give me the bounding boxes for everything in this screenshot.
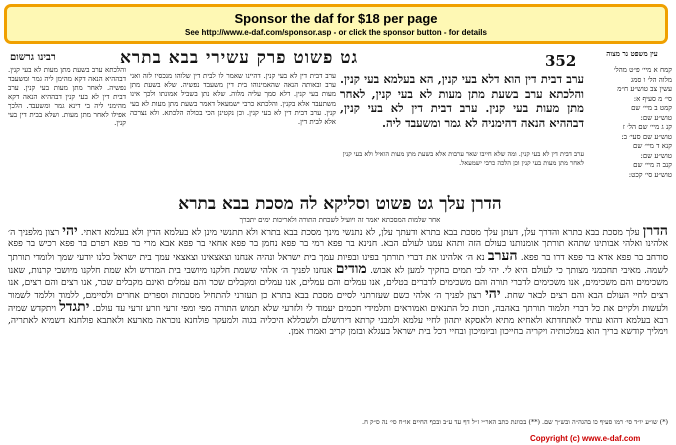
page-title: גט פשוט פרק עשירי בבא בתרא [120,48,359,68]
glosses-text: ערב דבית דין לא בעי קנין. ומה שלא חייבו שאר ערבות אלא בשעת מתן מעות הואיל ולא בעי קנין לאחר מתן מעות בעי קנין וכן הלכה כרבי ישמעאל. [342,150,584,167]
paragraph: רצון לפניך ה׳ אלהי כשם שעזרתני לסיים מסכת בבא בתרא כן תעזרני להתחיל מסכתות וספרים אחרים ולסיימם, ללמוד וללמד לשמור ולעשות ולקיים את כל דברי תלמוד תורתך באהבה, וזכות כל התנאים ואמוראים ותלמידי חכמים יעמוד לי ולזרעי שלא תמוש התורה מפי ומפי זרעי וזרע זרעי עד עולם. [8,291,668,315]
rabbeinu-gershom-commentary: והלכתא ערב בשעת מתן מעות לא בעי קנין. דבההיא הנאה דקא מהימן ליה גמר ומשעבד נפשיה. לאחר מתן מעות בעי קנין. ערב דבית דין לא בעי קנין דבההיא הנאה דקא מהימני ליה בי דינא גמר ומשעבד. הלכך אפילו לאחר מתן מעות. ושלא בבית דין בעי קנין. [8,66,126,128]
ein-line: טוש״ע סי׳ קכט: [628,170,672,179]
ein-line: עשין צב טוש״ע ח״מ [617,85,672,93]
opening-word: יתגדל [59,299,90,316]
ein-mishpat-title: עין משפט נר מצוה [606,49,658,58]
ein-line: קנ ג מיי׳ שם הל׳ ז [622,123,672,131]
paragraph: ויתקדש שמיה רבא בעלמא דהוא עתיד לאתחדתא ולאחיא מתיא ולאסקא יתהון לחיי עלמא ולמבני קרתא דירושלם ולשכללא היכליה בגוה ולמעקר פולחנא נוכראה מארעא ולאתבא פולחנא דשמיא לאתריה, וימליך קודשא בריך הוא במלכותיה ויקריה בחייכון וביומיכון ובחיי דכל בית ישראל בעגלא ובזמן קריב ואמרו אמן. [8,304,668,338]
ein-line: קמט ב מיי׳ שם [631,104,672,112]
ein-line: מלוה הל׳ ו סמג [630,75,672,84]
paragraph: נא ה׳ אלהינו את דברי תורתך בפינו ובפיות עמך בית ישראל ונהיה אנחנו וצאצאינו וצאצאי עמך בית ישראל כלנו יודעי שמך ולומדי תורתך לשמה. מאיבי תחכמני מצותך כי לעולם היא לי. יהי לבי תמים בחקיך למען לא אבוש. [8,252,668,277]
ein-mishpat-column [590,66,672,184]
opening-word: יהי [485,286,501,303]
opening-word: הדרן [642,226,668,239]
sponsor-subtitle[interactable]: See http://www.e-daf.com/sponsor.asp - or click the sponsor button - for details [185,28,487,37]
ein-line: סי׳ מ סעיף א: [633,94,672,103]
ein-line: קנב ה מיי׳ שם [633,161,672,169]
footnote: (*) שו״ע יו״ד סי׳ רמו סעיף כו בהגה״ה ובש״ך שם. (**) בכוונת כתב האר״י ז״ל דף עד ע״ב ובכף החיים או״ח סי׳ נה ס״ק ח. [362,418,668,426]
hadran-heading: הדרן עלך גט פשוט וסליקא לה מסכת בבא בתרא [178,194,502,214]
rashi-commentary: ערב דבית דין לא בעי קנין. דהיינו שאמר לו לבית דין שלוהו מנכסיו לזה ואני ערב ובאותה הנאה שהאמינוהו בית דין משעבד נפשיה. שלא בשעת מתן מעות בעי קנין. דלא סמך עליה מלוה. שלא נתן בשביל אמונתו ולכך אינו משתעבד אלא בקנין. והלכתא כרבי ישמעאל דאמר בשעת מתן מעות לא בעי קנין. ערב דבית דין לא בעי קנין. וכן נקטינן הכי בכולה הלכתא. ולא נצרכה אלא לבית דין. [130,72,336,127]
opening-word: יהי [62,226,78,239]
ein-line: טוש״ע שם סעי׳ ב: [621,132,672,141]
hadran-subtitle: אחר שלמות המסכתא יאמר זה ויועיל לשכחת התורה ולאריכות ימים יתברך [239,216,441,224]
ein-line: טוש״ע שם: [640,113,672,122]
siyum-text [8,226,668,428]
ein-line: טוש״ע שם: [640,151,672,160]
copyright-notice: Copyright (c) www.e-daf.com [530,434,641,443]
paragraph: רצון מלפניך ה׳ אלהינו ואלהי אבותינו שתהא תורתך אומנותנו בעולם הזה ותהא עמנו לעולם הבא. חנינא בר פפא רמי בר פפא נחמן בר פפא אחאי בר פפא אבא מרי בר פפא רפרם בר פפא רכיש בר פפא סורחב בר פפא אדא בר פפא דרו בר פפא. [8,228,668,263]
rabbeinu-gershom-title: רבינו גרשום [10,52,56,63]
opening-word: הערב [487,247,518,264]
gemara-text: ערב דבית דין הוא דלא בעי קנין, הא בעלמא בעי קנין. והלכתא ערב בשעת מתן מעות לא בעי קנין, לאחר מתן מעות בעי קנין. ערב דבית דין לא בעי קנין, דבההיא הנאה דהימניה לא גמר ומשעבד ליה. [340,72,584,130]
ein-line: קנא ד מיי׳ שם [632,142,672,150]
paragraph: עלך מסכת בבא בתרא והדרך עלן, דעתן עלך מסכת בבא בתרא ודעתך עלן, לא נתנשי מינך מסכת בבא בתרא ולא תתנשי מינן לא בעלמא הדין ולא בעלמא דאתי. [80,228,640,238]
sponsor-title[interactable]: Sponsor the daf for $18 per page [234,11,438,26]
sponsor-banner[interactable] [4,4,668,44]
page-number: 352 [545,52,577,70]
ein-line: קמח א מיי׳ פ״ט מהל׳ [613,66,672,74]
paragraph: אנחנו לפניך ה׳ אלהי ששמת חלקנו מיושבי בית המדרש ולא שמת חלקנו מיושבי קרנות, שאנו משכימים והם משכימים, אנו משכימים לדברי תורה והם משכימים לדברים בטלים, אנו עמלים והם עמלים, אנו עמלים ומקבלים שכר והם עמלים ואינם מקבלים שכר, אנו רצים והם רצים, אנו רצים לחיי העולם הבא והם רצים לבאר שחת. [8,266,668,302]
opening-word: מודים [335,261,367,278]
